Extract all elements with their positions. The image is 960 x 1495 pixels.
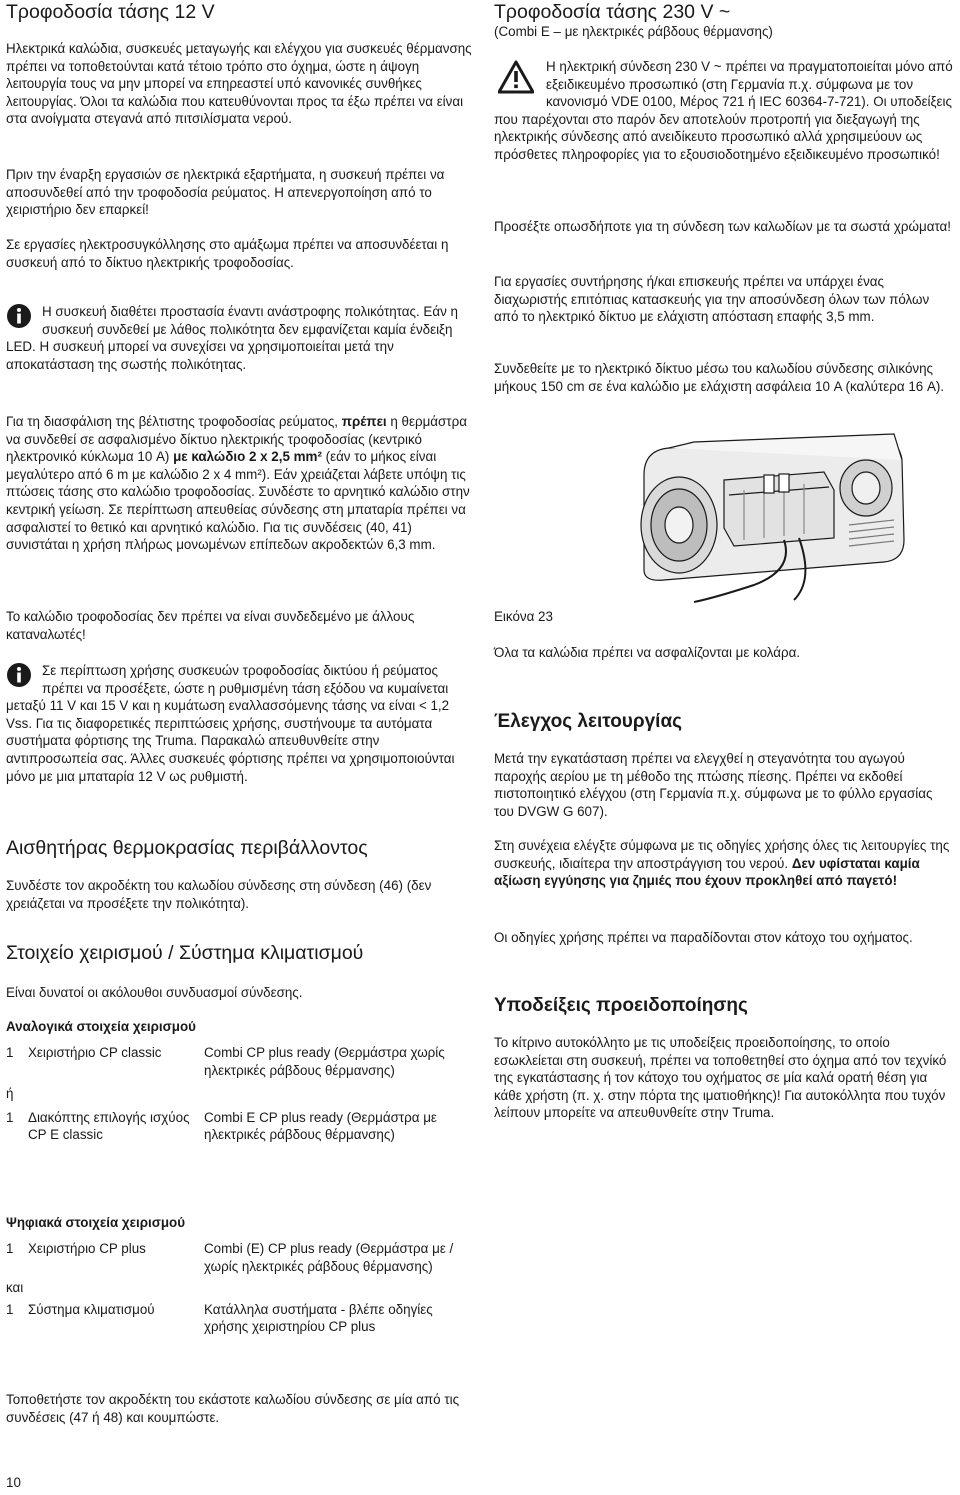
digital-heading: Ψηφιακά στοιχεία χειρισμού (6, 1215, 186, 1230)
table-row (6, 1044, 476, 1079)
row-count: 1 (6, 1045, 14, 1060)
digital-table (6, 1240, 476, 1336)
table-row (6, 1301, 476, 1336)
paragraph-leak-test: Μετά την εγκατάσταση πρέπει να ελεγχθεί η στεγανότητα του αγωγού παροχής αερίου με τη μέθοδο της πτώσης πίεσης. Πρέπει να εκδοθεί πιστοποιητικό ελέγχου (στη Γερμανία π.χ. σύμφωνα με το φύλλο εργασίας του DVGW G 607). (494, 751, 933, 819)
figure-caption: Εικόνα 23 (494, 609, 553, 624)
supply-text-must: πρέπει (341, 414, 387, 429)
table-row (6, 1279, 476, 1297)
supply-text-cable: με καλώδιο 2 x 2,5 mm² (173, 449, 322, 465)
paragraph-colors: Προσέξτε οπωσδήποτε για τη σύνδεση των καλωδίων με τα σωστά χρώματα! (494, 219, 952, 234)
info-icon (6, 303, 32, 329)
info-note-polarity-text: Η συσκευή διαθέτει προστασία έναντι ανάστροφης πολικότητας. Εάν η συσκευή συνδεθεί με λάθος πολικότητα δεν εμφανίζεται καμία ένδειξη LED. Η συσκευή μπορεί να συνεχίσει να χρησιμοποιείται μετά την αποκατάσταση της σωστής πολικότητας. (6, 304, 458, 372)
subtitle-230v: (Combi E – με ηλεκτρικές ράβδους θέρμανσης) (494, 24, 773, 39)
warning-note-230v (494, 58, 956, 164)
row-control: Χειριστήριο CP classic (28, 1045, 162, 1060)
paragraph-owner-manual: Οι οδηγίες χρήσης πρέπει να παραδίδονται στον κάτοχο του οχήματος. (494, 930, 913, 945)
paragraph-sensor: Συνδέστε τον ακροδέκτη του καλωδίου σύνδεσης στη σύνδεση (46) (δεν χρειάζεται να προσέξετε την πολικότητα). (6, 878, 432, 911)
supply-text-a: Για τη διασφάλιση της βέλτιστης τροφοδοσίας ρεύματος, (6, 414, 342, 429)
supply-text-c: η θερμάστρα να συνδεθεί σε ασφαλισμένο δίκτυο ηλεκτρικής τροφοδοσίας (κεντρικό ηλεκτρονικό κύκλωμα 10 A) (6, 414, 467, 465)
warning-note-230v-text: Η ηλεκτρική σύνδεση 230 V ~ πρέπει να πραγματοποιείται μόνο από εξειδικευμένο προσωπικό (στη Γερμανία π.χ. σύμφωνα με τον κανονισμό VDE 0100, Μέρος 721 ή IEC 60364-7-721). Οι υποδείξεις που παρέχονται στο παρόν δεν αποτελούν προτροπή για διεξαγωγή της ηλεκτρικής σύνδεσης από ανειδίκευτο προσωπικό αλλά χρησιμεύουν ως πρόσθετες πληροφορίες για το εξουσιοδοτημένο εξειδικευμένο προσωπικό! (494, 59, 953, 162)
heater-illustration (494, 420, 934, 605)
table-row (6, 1085, 476, 1103)
table-row (6, 1240, 476, 1275)
paragraph-no-other-consumers: Το καλώδιο τροφοδοσίας δεν πρέπει να είναι συνδεδεμένο με άλλους καταναλωτές! (6, 609, 415, 642)
table-row (6, 1109, 476, 1144)
paragraph-sticker: Το κίτρινο αυτοκόλλητο με τις υποδείξεις προειδοποίησης, το οποίο εσωκλείεται στη συσκευή, πρέπει να τοποθετηθεί στο όχημα από τον τεχνίκό της εγκατάστασης ή τον κάτοχο του οχήματος σε μία καλά ορατή θέση για κάθε χρήστη (π. χ. στην πόρτα της ιματιοθήκης)! Για αυτοκόλλητα που τυχόν λείπουν μπορείτε να απευθυνθείτε στην Truma. (494, 1035, 947, 1121)
function-check-text: Στη συνέχεια ελέγξτε σύμφωνα με τις οδηγίες χρήσης όλες τις λειτουργίες της συσκευής, ιδιαίτερα την αποστράγγιση του νερού. (494, 838, 950, 871)
paragraph-function-check (494, 837, 956, 890)
row-device: Combi CP plus ready (Θερμάστρα χωρίς ηλεκτρικές ράβδους θέρμανσης) (204, 1045, 445, 1078)
row-device: Combi E CP plus ready (Θερμάστρα με ηλεκτρικές ράβδους θέρμανσης) (204, 1109, 437, 1143)
analog-heading: Αναλογικά στοιχεία χειρισμού (6, 1019, 196, 1034)
paragraph-connect-terminal: Τοποθετήστε τον ακροδέκτη του εκάστοτε καλωδίου σύνδεσης σε μία από τις συνδέσεις (47 ή 48) και κουμπώστε. (6, 1392, 460, 1425)
paragraph-cables: Ηλεκτρικά καλώδια, συσκευές μεταγωγής και ελέγχου για συσκευές θέρμανσης πρέπει να τοποθετούνται κατά τέτοιο τρόπο στο όχημα, ώστε η άψογη λειτουργία τους να μην μπορεί να επηρεαστεί υπό κανονικές συνθήκες λειτουργίας. Όλοι τα καλώδια που κατευθύνονται προς τα έξω πρέπει να είναι στα ανοίγματα στεγανά από πιτσιλίσματα νερού. (6, 41, 472, 127)
paragraph-combinations: Είναι δυνατοί οι ακόλουθοι συνδυασμοί σύνδεσης. (6, 985, 303, 1000)
analog-table (6, 1044, 476, 1144)
page-number: 10 (6, 1475, 21, 1490)
paragraph-silicone-cable: Συνδεθείτε με το ηλεκτρικό δίκτυο μέσω του καλωδίου σύνδεσης σιλικόνης μήκους 150 cm σε ένα καλώδιο με ελάχιστη ασφάλεια 10 A (καλύτερα 16 A). (494, 361, 945, 394)
info-note-polarity (6, 303, 472, 373)
row-control: Σύστημα κλιματισμού (28, 1301, 155, 1317)
section-title-12v: Τροφοδοσία τάσης 12 V (6, 1, 215, 23)
row-count: 1 (6, 1301, 14, 1317)
row-count: 1 (6, 1241, 14, 1256)
paragraph-disconnect: Πριν την έναρξη εργασιών σε ηλεκτρικά εξαρτήματα, η συσκευή πρέπει να αποσυνδεθεί από την τροφοδοσία ρεύματος. Η απενεργοποίηση από το χειριστήριο δεν επαρκεί! (6, 167, 445, 218)
section-title-control: Στοιχείο χειρισμού / Σύστημα κλιματισμού (6, 942, 364, 964)
paragraph-disconnector: Για εργασίες συντήρησης ή/και επισκευής πρέπει να υπάρχει ένας διαχωριστής επιτόπιας κατασκευής για την αποσύνδεση όλων των πόλων από το ηλεκτρικό δίκτυο με ελάχιστη απόσταση επαφής 3,5 mm. (494, 274, 930, 325)
frost-warranty-text: Δεν υφίσταται καμία αξίωση εγγύησης για ζημιές που έχουν προκληθεί από παγετό! (494, 855, 920, 889)
paragraph-supply (6, 413, 472, 554)
row-device: Κατάλληλα συστήματα - βλέπε οδηγίες χρήσης χειριστηρίου CP plus (204, 1301, 433, 1335)
row-control: Χειριστήριο CP plus (28, 1241, 146, 1256)
section-title-sensor: Αισθητήρας θερμοκρασίας περιβάλλοντος (6, 837, 368, 859)
row-device: Combi (E) CP plus ready (Θερμάστρα με / χωρίς ηλεκτρικές ράβδους θέρμανσης) (204, 1241, 454, 1274)
row-control: Διακόπτης επιλογής ισχύος CP E classic (28, 1109, 190, 1143)
paragraph-welding: Σε εργασίες ηλεκτροσυγκόλλησης στο αμάξωμα πρέπει να αποσυνδέεται η συσκευή από το δίκτυο ηλεκτρικής τροφοδοσίας. (6, 237, 449, 270)
row-count: 1 (6, 1109, 14, 1125)
paragraph-clamps: Όλα τα καλώδια πρέπει να ασφαλίζονται με κολάρα. (494, 645, 801, 660)
info-note-chargers (6, 662, 472, 785)
supply-text-e: (εάν το μήκος είναι μεγαλύτερο από 6 m με καλώδιο 2 x 4 mm²). Εάν χρειάζεται λάβετε υπόψη τις πτώσεις τάσης στο καλώδιο τροφοδοσίας. Συνδέστε το αρνητικό καλώδιο στην κεντρική γείωση. Σε περίπτωση απευθείας σύνδεσης στη μπαταρία πρέπει να ασφαλιστεί το θετικό και αρνητικό καλώδιο. Για τις συνδέσεις (40, 41) συνιστάται η χρήση πλήρως μονωμένων επίπεδων ακροδεκτών 6,3 mm. (6, 449, 470, 553)
section-title-check: Έλεγχος λειτουργίας (494, 711, 683, 732)
section-title-230v: Τροφοδοσία τάσης 230 V ~ (494, 1, 731, 23)
warning-icon (498, 60, 534, 94)
info-note-chargers-text: Σε περίπτωση χρήσης συσκευών τροφοδοσίας δικτύου ή ρεύματος πρέπει να προσέξετε, ώστε η ρυθμισμένη τάση εξόδου να κυμαίνεται μεταξύ 11 V και 15 V και η κυμάτωση εναλλασσόμενης τάσης να είναι < 1,2 Vss. Για τις διαφορετικές περιπτώσεις χρήσης, συστήνουμε τα αυτόματα συστήματα φόρτισης της Truma. Παρακαλώ απευθυνθείτε στην αντιπροσωπεία σας. Άλλες συσκευές φόρτισης πρέπει να χρησιμοποιούνται μόνο με μια μπαταρία 12 V ως ρυθμιστή. (6, 663, 455, 784)
and-label: και (6, 1280, 24, 1296)
section-title-warnings: Υποδείξεις προειδοποίησης (494, 995, 748, 1016)
or-label: ή (6, 1086, 14, 1102)
info-icon (6, 662, 32, 688)
